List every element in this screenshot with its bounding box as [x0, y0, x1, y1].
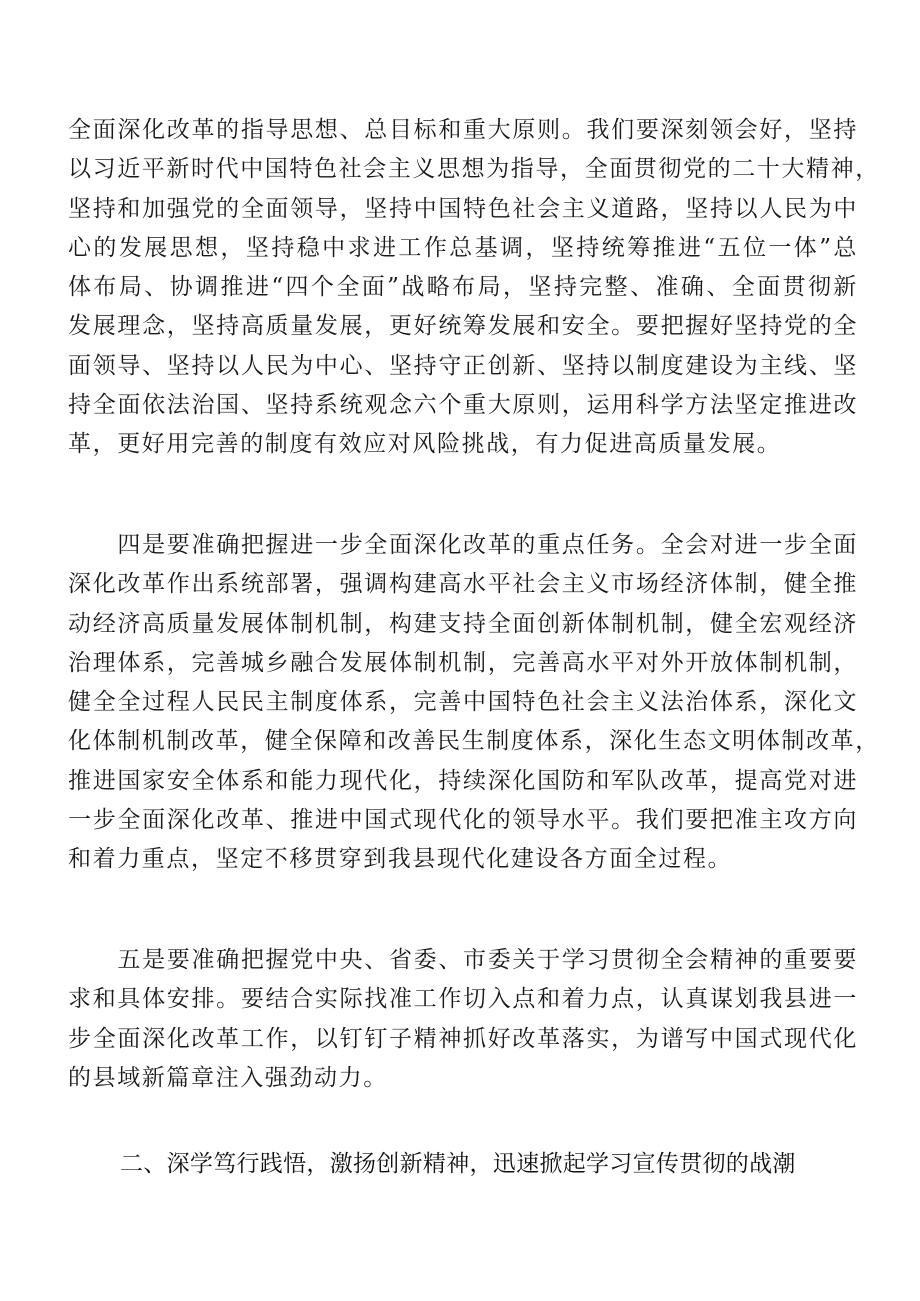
text-line: 全面深化改革的指导思想、总目标和重大原则。我们要深刻领会好，坚持 [68, 117, 858, 143]
text-line: 求和具体安排。要结合实际找准工作切入点和着力点，认真谋划我县进一 [68, 986, 858, 1013]
text-line: 和着力重点，坚定不移贯穿到我县现代化建设各方面全过程。 [68, 846, 733, 873]
text-line: 动经济高质量发展体制机制，构建支持全面创新体制机制，健全宏观经济 [68, 610, 858, 637]
text-line: 以习近平新时代中国特色社会主义思想为指导，全面贯彻党的二十大精神， [68, 156, 880, 183]
text-line: 一步全面深化改革、推进中国式现代化的领导水平。我们要把准主攻方向 [68, 807, 858, 834]
paragraph-principles [68, 111, 880, 465]
text-line: 的县域新篇章注入强劲动力。 [68, 1064, 388, 1091]
text-line: 推进国家安全体系和能力现代化，持续深化国防和军队改革，提高党对进 [68, 767, 858, 794]
paragraph-key-tasks [68, 526, 880, 880]
text-line: 革，更好用完善的制度有效应对风险挑战，有力促进高质量发展。 [68, 431, 782, 458]
text-line: 步全面深化改革工作，以钉钉子精神抓好改革落实，为谱写中国式现代化 [68, 1025, 858, 1052]
text-line: 治理体系，完善城乡融合发展体制机制，完善高水平对外开放体制机制， [68, 649, 858, 676]
text-line: 化体制机制改革，健全保障和改善民生制度体系，深化生态文明体制改革， [68, 728, 880, 755]
text-line: 持全面依法治国、坚持系统观念六个重大原则，运用科学方法坚定推进改 [68, 392, 858, 419]
section-heading: 二、深学笃行践悟，激扬创新精神，迅速掀起学习宣传贯彻的战潮 [120, 1151, 796, 1177]
text-line: 心的发展思想，坚持稳中求进工作总基调，坚持统筹推进“五位一体”总 [68, 234, 858, 261]
text-line: 坚持和加强党的全面领导，坚持中国特色社会主义道路，坚持以人民为中 [68, 195, 858, 222]
text-line: 健全全过程人民民主制度体系，完善中国特色社会主义法治体系，深化文 [68, 689, 858, 716]
text-line: 面领导、坚持以人民为中心、坚持守正创新、坚持以制度建设为主线、坚 [68, 352, 858, 379]
text-line: 四是要准确把握进一步全面深化改革的重点任务。全会对进一步全面 [68, 532, 858, 558]
paragraph-requirements [68, 941, 858, 1098]
text-line: 发展理念，坚持高质量发展，更好统筹发展和安全。要把握好坚持党的全 [68, 313, 858, 340]
text-line: 体布局、协调推进“四个全面”战略布局，坚持完整、准确、全面贯彻新 [68, 274, 858, 301]
text-line: 五是要准确把握党中央、省委、市委关于学习贯彻全会精神的重要要 [68, 947, 858, 973]
text-line: 深化改革作出系统部署，强调构建高水平社会主义市场经济体制，健全推 [68, 571, 858, 598]
